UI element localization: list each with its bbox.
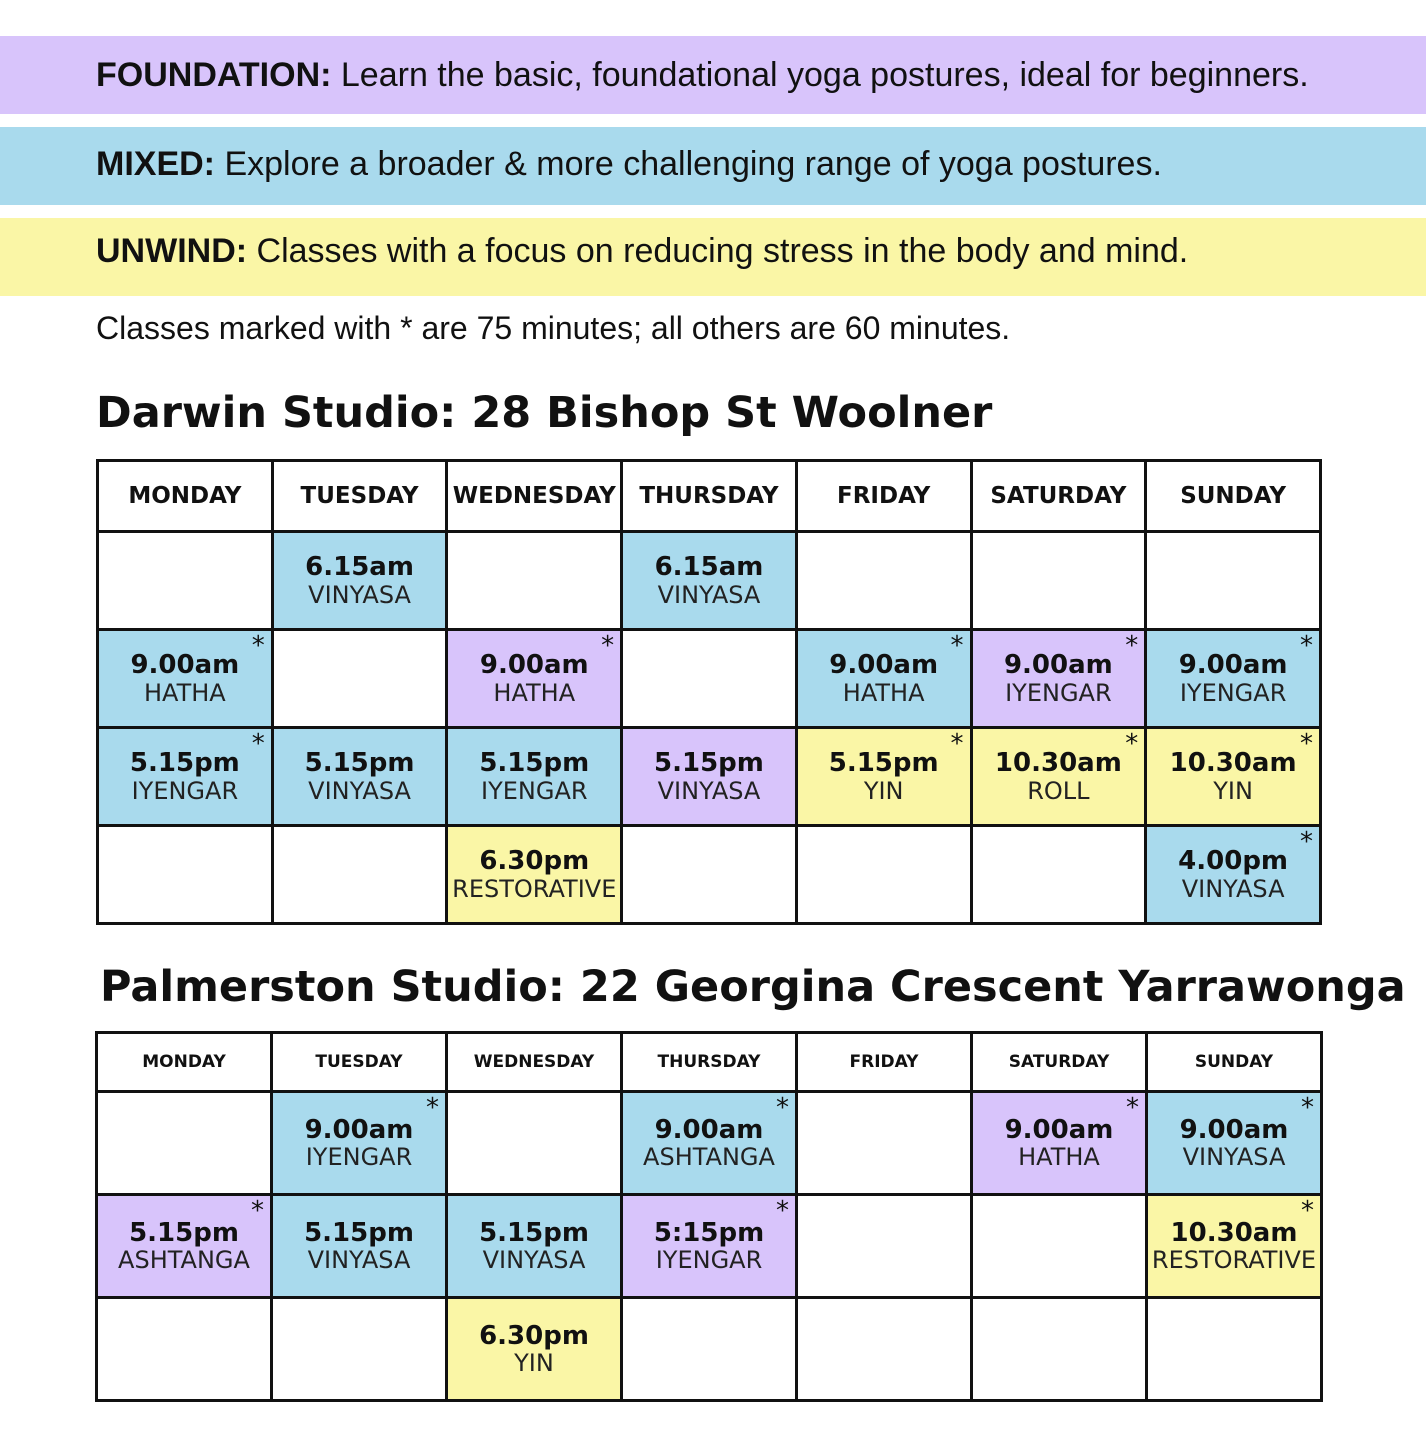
palmerston-empty-slot — [447, 1092, 622, 1195]
class-style: IYENGAR — [131, 776, 239, 805]
darwin-empty-slot — [796, 826, 971, 924]
extended-duration-star-icon: * — [1300, 631, 1313, 661]
class-style: IYENGAR — [1179, 678, 1287, 707]
darwin-class-slot — [272, 728, 447, 826]
class-time: 5.15pm — [479, 1217, 589, 1248]
palmerston-header-row — [97, 1033, 1322, 1092]
extended-duration-star-icon: * — [601, 631, 615, 661]
palmerston-day-header-saturday: SATURDAY — [972, 1033, 1147, 1092]
palmerston-class-slot — [97, 1195, 272, 1298]
palmerston-studio-title: Palmerston Studio: 22 Georgina Crescent Yarrawonga — [100, 962, 1406, 1012]
legend-mixed-text: Explore a broader & more challenging range of yoga postures. — [215, 145, 1162, 183]
extended-duration-star-icon: * — [950, 729, 964, 759]
darwin-empty-slot — [98, 826, 273, 924]
class-style: IYENGAR — [655, 1246, 763, 1275]
class-time: 5.15pm — [654, 748, 764, 778]
class-style: YIN — [1213, 776, 1253, 805]
darwin-empty-slot — [272, 630, 447, 728]
palmerston-class-slot — [622, 1195, 797, 1298]
class-style: VINYASA — [482, 1246, 586, 1275]
class-style: VINYASA — [308, 580, 411, 609]
palmerston-empty-slot — [797, 1298, 972, 1401]
darwin-class-slot — [971, 630, 1146, 728]
darwin-class-slot — [971, 728, 1146, 826]
class-style: RESTORATIVE — [1151, 1246, 1317, 1275]
class-time: 6.15am — [654, 552, 764, 582]
palmerston-class-slot — [447, 1195, 622, 1298]
darwin-class-slot — [98, 728, 273, 826]
class-style: VINYASA — [308, 776, 411, 805]
darwin-empty-slot — [796, 532, 971, 630]
darwin-schedule-row — [98, 728, 1321, 826]
darwin-empty-slot — [272, 826, 447, 924]
class-style: VINYASA — [657, 776, 761, 805]
darwin-empty-slot — [622, 826, 797, 924]
extended-duration-star-icon: * — [426, 1093, 439, 1123]
class-time: 9.00am — [1004, 1114, 1114, 1145]
class-time: 5.15pm — [479, 748, 590, 778]
class-time: 5.15pm — [304, 1217, 414, 1248]
darwin-schedule-row — [98, 826, 1321, 924]
class-style: IYENGAR — [1005, 678, 1112, 707]
class-style: HATHA — [143, 678, 226, 707]
legend-mixed — [0, 127, 1426, 205]
class-time: 5.15pm — [828, 748, 939, 778]
extended-duration-star-icon: * — [1126, 1093, 1139, 1123]
palmerston-day-header-tuesday: TUESDAY — [272, 1033, 447, 1092]
palmerston-empty-slot — [97, 1092, 272, 1195]
darwin-header-row — [98, 461, 1321, 532]
palmerston-schedule-table — [95, 1031, 1323, 1402]
darwin-class-slot — [447, 630, 622, 728]
class-time: 10.30am — [1170, 1217, 1298, 1248]
class-time: 6.30pm — [479, 1320, 589, 1351]
class-style: ASHTANGA — [118, 1246, 250, 1275]
darwin-empty-slot — [971, 532, 1146, 630]
class-time: 9.00am — [829, 650, 939, 680]
darwin-empty-slot — [98, 532, 273, 630]
legend-unwind-label: UNWIND: — [96, 232, 248, 270]
legend-foundation — [0, 36, 1426, 114]
legend-unwind — [0, 218, 1426, 296]
palmerston-empty-slot — [797, 1195, 972, 1298]
darwin-class-slot — [796, 630, 971, 728]
extended-duration-star-icon: * — [1125, 631, 1139, 661]
legend-unwind-text: Classes with a focus on reducing stress in the body and mind. — [247, 232, 1189, 270]
palmerston-empty-slot — [972, 1195, 1147, 1298]
palmerston-day-header-thursday: THURSDAY — [622, 1033, 797, 1092]
palmerston-day-header-wednesday: WEDNESDAY — [447, 1033, 622, 1092]
darwin-empty-slot — [447, 532, 622, 630]
class-time: 5:15pm — [653, 1217, 765, 1248]
class-style: RESTORATIVE — [452, 874, 617, 903]
darwin-schedule-row — [98, 532, 1321, 630]
darwin-class-slot — [796, 728, 971, 826]
palmerston-schedule-row — [97, 1092, 1322, 1195]
palmerston-empty-slot — [797, 1092, 972, 1195]
palmerston-class-slot — [1147, 1092, 1322, 1195]
darwin-studio-title: Darwin Studio: 28 Bishop St Woolner — [96, 388, 993, 438]
palmerston-class-slot — [1147, 1195, 1322, 1298]
extended-duration-star-icon: * — [776, 1093, 789, 1123]
darwin-class-slot — [622, 728, 797, 826]
darwin-schedule-table — [96, 459, 1322, 925]
darwin-day-header-wednesday: WEDNESDAY — [447, 461, 622, 532]
class-style: IYENGAR — [480, 776, 588, 805]
darwin-day-header-saturday: SATURDAY — [971, 461, 1146, 532]
class-style: VINYASA — [1182, 1143, 1286, 1172]
class-time: 9.00am — [304, 1114, 414, 1145]
extended-duration-star-icon: * — [1301, 1196, 1314, 1226]
darwin-day-header-friday: FRIDAY — [796, 461, 971, 532]
darwin-schedule-row — [98, 630, 1321, 728]
palmerston-empty-slot — [97, 1298, 272, 1401]
extended-duration-star-icon: * — [1301, 1093, 1314, 1123]
palmerston-empty-slot — [972, 1298, 1147, 1401]
class-time: 9.00am — [1178, 650, 1288, 680]
class-style: HATHA — [842, 678, 925, 707]
class-time: 5.15pm — [129, 748, 240, 778]
darwin-day-header-monday: MONDAY — [98, 461, 273, 532]
legend-foundation-text: Learn the basic, foundational yoga postures, ideal for beginners. — [331, 56, 1309, 94]
darwin-class-slot — [622, 532, 797, 630]
class-time: 9.00am — [130, 650, 240, 680]
class-style: HATHA — [493, 678, 576, 707]
palmerston-schedule-row — [97, 1195, 1322, 1298]
palmerston-empty-slot — [622, 1298, 797, 1401]
class-time: 5.15pm — [304, 748, 415, 778]
class-style: ROLL — [1027, 776, 1090, 805]
palmerston-class-slot — [272, 1195, 447, 1298]
class-style: ASHTANGA — [643, 1143, 775, 1172]
legend-mixed-label: MIXED: — [96, 145, 215, 183]
palmerston-class-slot — [272, 1092, 447, 1195]
class-style: VINYASA — [657, 580, 761, 609]
palmerston-schedule-row — [97, 1298, 1322, 1401]
extended-duration-star-icon: * — [1125, 729, 1139, 759]
class-style: IYENGAR — [305, 1143, 413, 1172]
class-style: VINYASA — [1181, 874, 1285, 903]
palmerston-empty-slot — [272, 1298, 447, 1401]
darwin-day-header-thursday: THURSDAY — [622, 461, 797, 532]
palmerston-empty-slot — [1147, 1298, 1322, 1401]
extended-duration-star-icon: * — [950, 631, 964, 661]
class-time: 9.00am — [479, 650, 589, 680]
darwin-class-slot — [1146, 630, 1321, 728]
class-style: HATHA — [1018, 1143, 1100, 1172]
extended-duration-star-icon: * — [251, 729, 265, 759]
duration-note: Classes marked with * are 75 minutes; all others are 60 minutes. — [96, 310, 1011, 346]
palmerston-class-slot — [622, 1092, 797, 1195]
extended-duration-star-icon: * — [251, 631, 265, 661]
class-time: 9.00am — [654, 1114, 764, 1145]
class-style: VINYASA — [307, 1246, 411, 1275]
extended-duration-star-icon: * — [251, 1196, 264, 1226]
extended-duration-star-icon: * — [776, 1196, 789, 1226]
darwin-empty-slot — [1146, 532, 1321, 630]
class-time: 5.15pm — [129, 1217, 239, 1248]
darwin-class-slot — [1146, 728, 1321, 826]
class-time: 6.30pm — [479, 846, 590, 876]
palmerston-day-header-sunday: SUNDAY — [1147, 1033, 1322, 1092]
class-time: 10.30am — [1169, 748, 1297, 778]
palmerston-day-header-friday: FRIDAY — [797, 1033, 972, 1092]
palmerston-class-slot — [972, 1092, 1147, 1195]
extended-duration-star-icon: * — [1300, 729, 1313, 759]
class-time: 9.00am — [1179, 1114, 1289, 1145]
darwin-class-slot — [272, 532, 447, 630]
class-style: YIN — [514, 1349, 554, 1378]
darwin-day-header-tuesday: TUESDAY — [272, 461, 447, 532]
darwin-class-slot — [1146, 826, 1321, 924]
darwin-empty-slot — [622, 630, 797, 728]
darwin-class-slot — [447, 728, 622, 826]
class-time: 9.00am — [1003, 650, 1113, 680]
class-style: YIN — [863, 776, 904, 805]
darwin-day-header-sunday: SUNDAY — [1146, 461, 1321, 532]
darwin-class-slot — [98, 630, 273, 728]
darwin-empty-slot — [971, 826, 1146, 924]
class-time: 4.00pm — [1178, 846, 1289, 876]
legend-foundation-label: FOUNDATION: — [96, 56, 332, 94]
palmerston-class-slot — [447, 1298, 622, 1401]
palmerston-day-header-monday: MONDAY — [97, 1033, 272, 1092]
darwin-class-slot — [447, 826, 622, 924]
class-time: 10.30am — [994, 748, 1122, 778]
extended-duration-star-icon: * — [1300, 827, 1313, 857]
class-time: 6.15am — [305, 552, 414, 582]
